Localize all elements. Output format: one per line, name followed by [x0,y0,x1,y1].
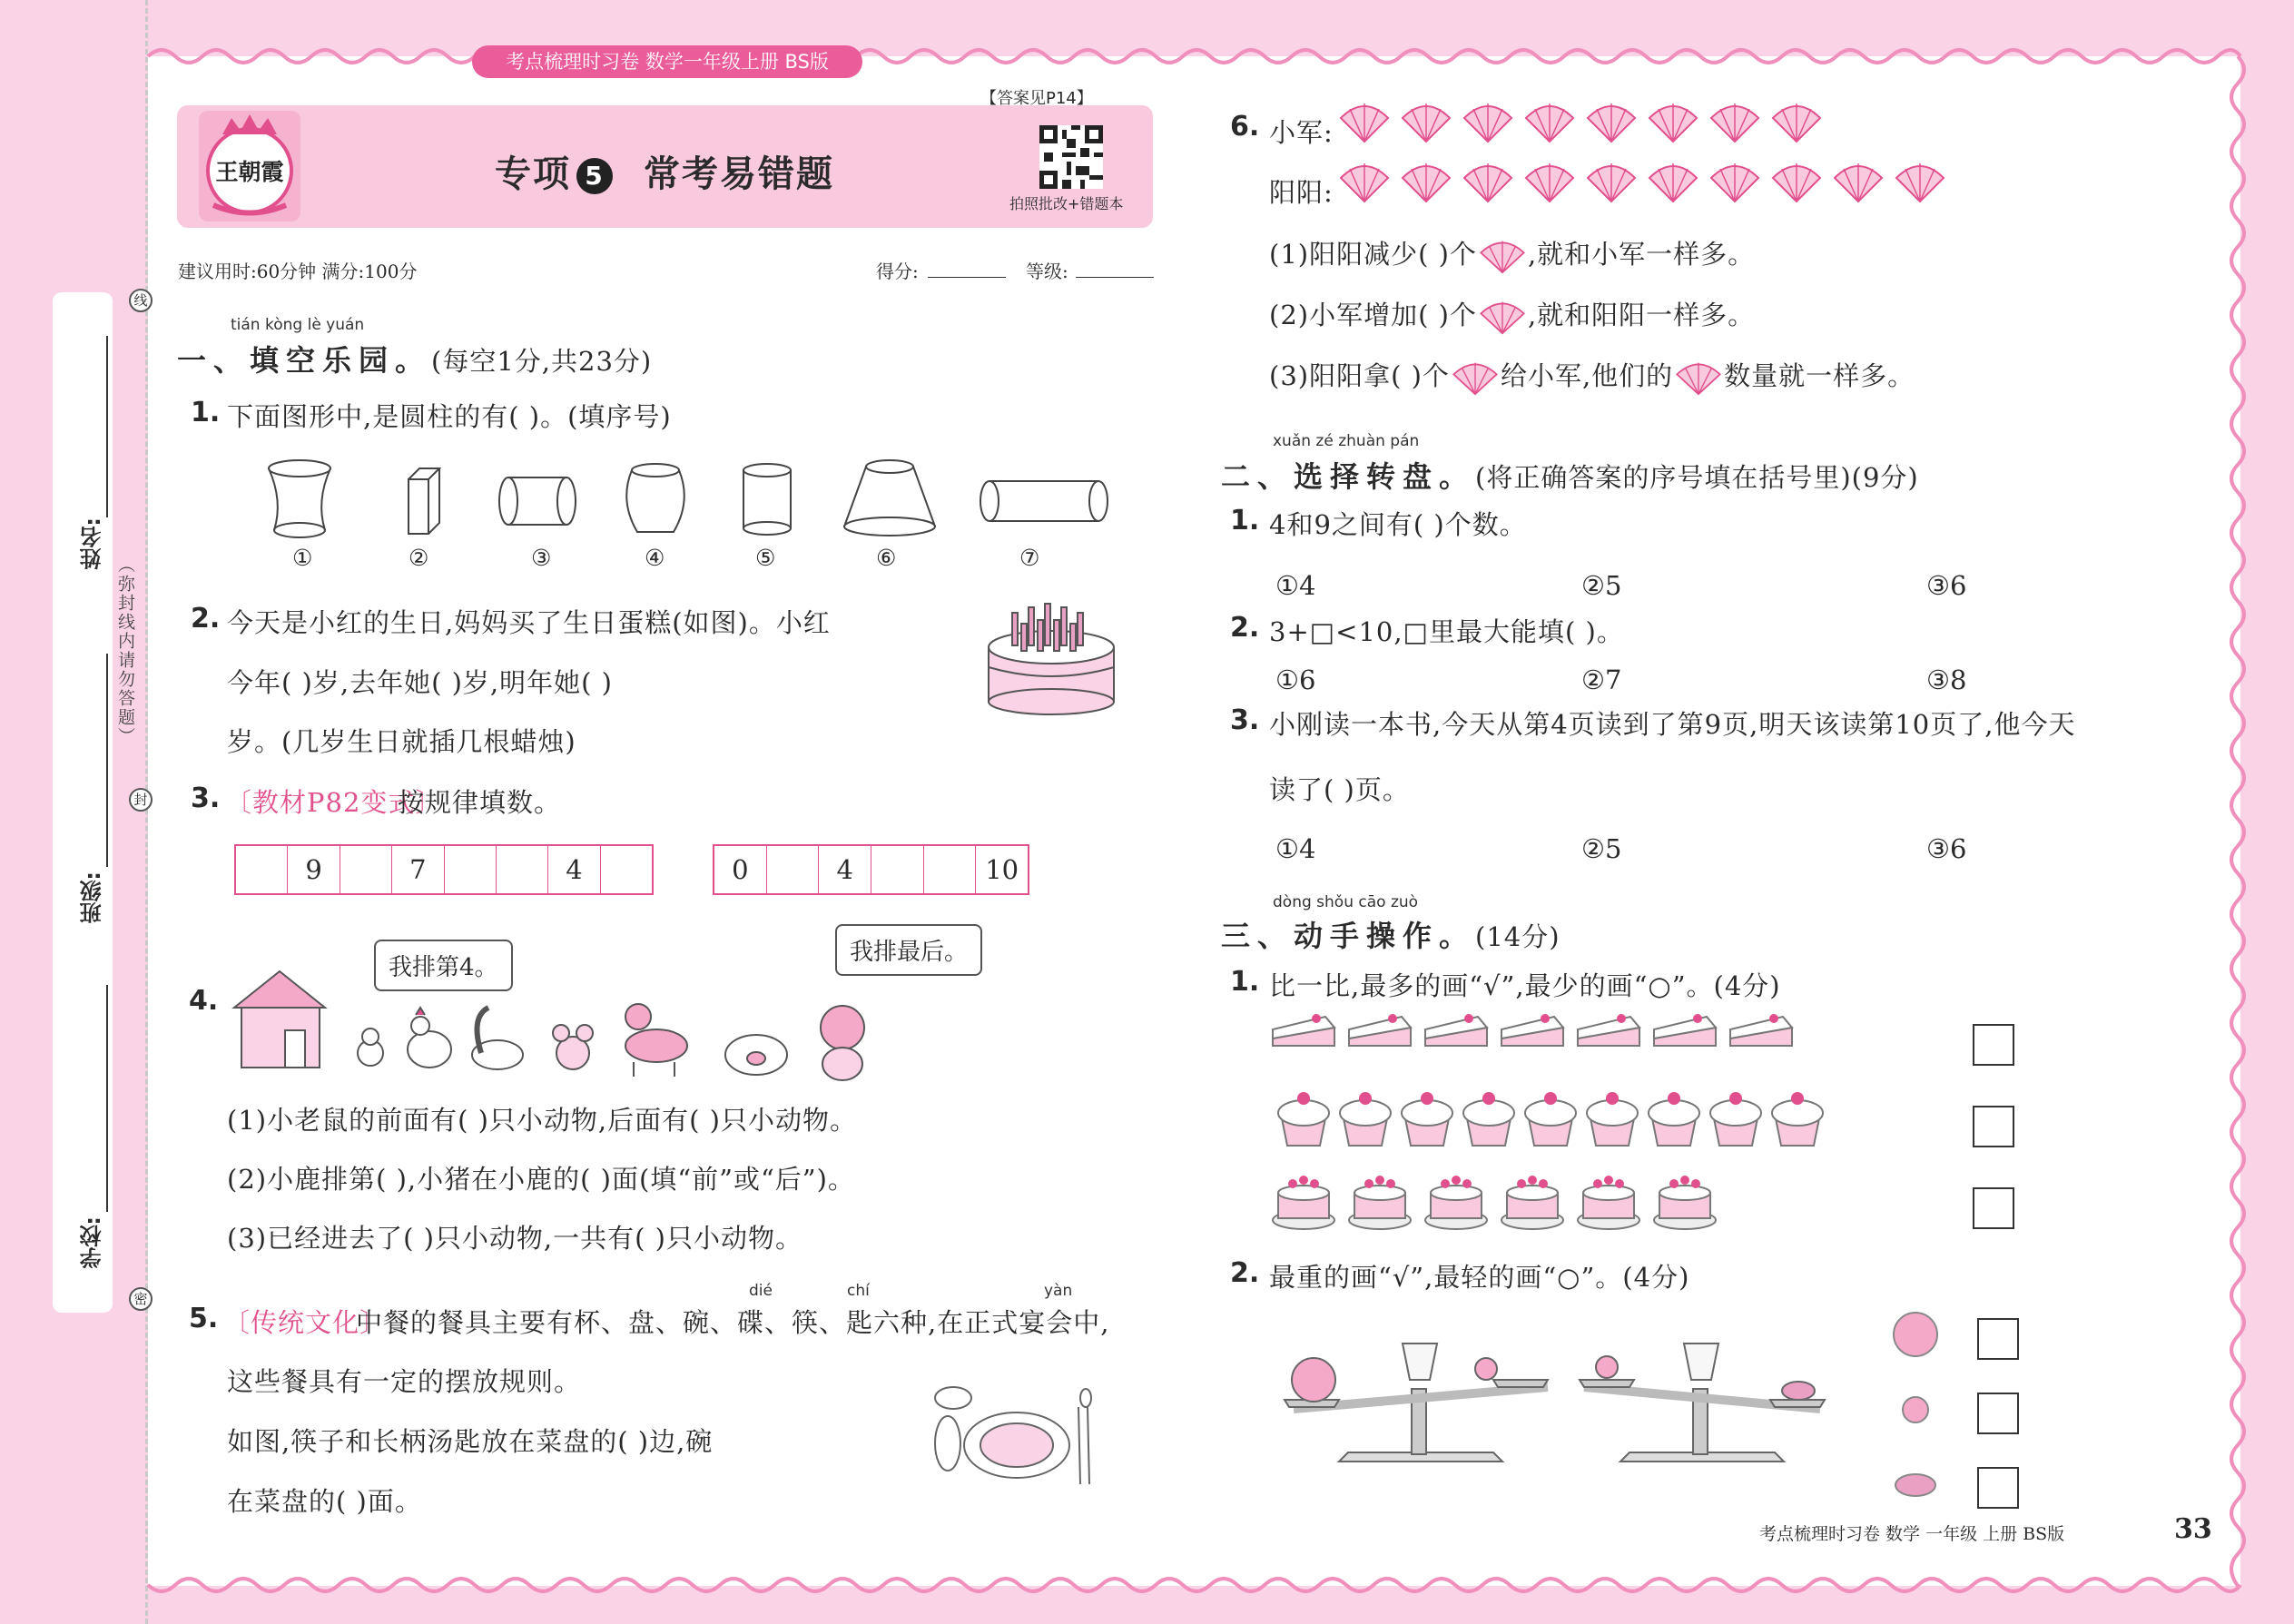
option[interactable]: ②7 [1581,664,1622,695]
dessert-icon [1278,1092,1329,1146]
question-text: 最重的画“√”,最轻的画“○”。(4分) [1269,1262,1690,1293]
question-text: 小刚读一本书,今天从第4页读到了第9页,明天该读第10页了,他今天 [1269,709,2076,740]
sequence-cell[interactable]: 0 [714,846,767,893]
tableware-image [926,1380,1108,1489]
sequence-cell[interactable] [497,846,548,893]
seal-mark: 线 [129,289,153,312]
shell-icon [1896,163,1944,202]
name-label: 姓名: [80,517,105,570]
shape-label: ② [409,545,429,571]
question-text: 这些餐具有一定的摆放规则。 [227,1366,582,1397]
sequence-cell[interactable] [871,846,924,893]
yangyang-label: 阳阳: [1269,177,1334,208]
question-text: 今天是小红的生日,妈妈买了生日蛋糕(如图)。小红 [227,607,831,638]
school-label: 学校: [80,1216,105,1269]
dessert-icon [1710,1092,1761,1146]
answer-box[interactable] [1977,1393,2019,1434]
question-text: 中餐的餐具主要有杯、盘、碗、碟、筷、匙六种,在正式宴会中, [356,1307,1110,1338]
sequence-cell[interactable] [924,846,977,893]
sequence-cell[interactable] [236,846,288,893]
sequence-cell[interactable] [601,846,652,893]
question-text: 读了( )页。 [1269,774,1410,805]
shell-icon [1526,103,1573,142]
shape-label: ③ [531,545,552,571]
dessert-icon [1273,1176,1334,1229]
q-number: 6. [1230,111,1260,143]
shell-icon [1711,163,1758,202]
q-number: 5. [189,1303,219,1334]
dessert-icon [1654,1014,1716,1046]
speech-bubble: 我排第4。 [374,940,513,991]
dessert-icon [1425,1014,1487,1046]
answer-box[interactable] [1973,1187,2014,1229]
dessert-icon [1349,1176,1411,1229]
dessert-icon [1525,1092,1576,1146]
culture-tag: 〔传统文化〕 [223,1307,388,1338]
question-text [1269,356,1915,396]
shell-icon [1835,163,1882,202]
section3-title: 三、动手操作。 [1221,919,1476,953]
section3-heading [1221,913,1561,955]
dessert-icon [1772,1092,1823,1146]
suggested-time: 建议用时:60分钟 满分:100分 [178,261,418,282]
q-number: 1. [1230,505,1260,536]
shell-icon [1450,359,1501,396]
q6-part: ,就和小军一样多。 [1527,239,1756,270]
dessert-icon [1578,1014,1639,1046]
sequence-cell[interactable] [445,846,497,893]
dessert-icon [1649,1092,1699,1146]
dessert-icon [1501,1176,1563,1229]
question-text: 如图,筷子和长柄汤匙放在菜盘的( )边,碗 [227,1426,714,1457]
dessert-icon [1730,1014,1792,1046]
dessert-icon [1402,1092,1452,1146]
page-title [495,145,834,197]
sequence-cell[interactable] [340,846,392,893]
question-text: (1)小老鼠的前面有( )只小动物,后面有( )只小动物。 [227,1105,857,1136]
pinyin: dié [749,1282,773,1300]
seal-mark: 封 [129,788,153,812]
option[interactable]: ③6 [1926,570,1967,601]
shell-icon [1477,299,1528,335]
shell-icon [1464,103,1511,142]
shell-icon [1526,163,1573,202]
shell-icon [1673,359,1724,396]
solid-shapes-figure [263,454,1117,545]
section2-title: 二、选择转盘。 [1221,459,1476,494]
fruit-icons [1893,1307,1938,1511]
speech-bubble: 我排最后。 [835,924,982,976]
title-main: 常考易错题 [644,153,834,195]
question-text: 今年( )岁,去年她( )岁,明年她( ) [227,667,613,698]
name-field[interactable] [106,336,108,517]
shell-rows [1339,100,1956,209]
title-prefix: 专项 [495,153,571,195]
option[interactable]: ③8 [1926,664,1967,695]
q-number: 2. [1230,1257,1260,1289]
score-field[interactable] [928,277,1006,278]
shape-label: ① [292,545,313,571]
q-number: 3. [1230,704,1260,736]
birthday-cake-image [976,595,1126,717]
section3-note: (14分) [1475,921,1561,952]
question-text [1269,295,1755,335]
question-text [1269,234,1755,274]
dessert-icon [1349,1014,1411,1046]
class-label: 班级: [80,871,105,924]
dessert-icon [1425,1176,1487,1229]
section3-pinyin: dòng shǒu cāo zuò [1273,893,1419,911]
question-text: 下面图形中,是圆柱的有( )。(填序号) [227,401,672,432]
question-text: 在菜盘的( )面。 [227,1486,422,1517]
q-number: 4. [189,985,219,1017]
binding-strip [53,292,113,1313]
sequence-cell[interactable]: 7 [392,846,444,893]
option[interactable]: ②5 [1581,833,1622,864]
option[interactable]: ③6 [1926,833,1967,864]
answer-box[interactable] [1973,1106,2014,1147]
section2-pinyin: xuǎn zé zhuàn pán [1273,432,1420,450]
shape-label: ④ [645,545,665,571]
option[interactable]: ②5 [1581,570,1622,601]
q6-part: (1)阳阳减少( )个 [1269,239,1477,270]
section1-note: (每空1分,共23分) [431,346,653,377]
question-text: 岁。(几岁生日就插几根蜡烛) [227,726,576,757]
animal-queue-image [225,962,933,1080]
sequence-cell[interactable] [767,846,820,893]
shell-icon [1477,238,1528,274]
shape-label: ⑦ [1019,545,1040,571]
title-number: 5 [576,158,613,194]
page-number: 33 [2174,1513,2212,1545]
q-number: 2. [191,603,221,635]
shell-icon [1403,163,1450,202]
shape-label: ⑥ [876,545,897,571]
score-label: 得分: [876,261,919,282]
pinyin: yàn [1044,1282,1073,1300]
section1-pinyin: tián kòng lè yuán [231,316,365,334]
option[interactable]: ①6 [1275,664,1316,695]
option[interactable]: ①4 [1275,833,1316,864]
dessert-icon [1463,1092,1514,1146]
dessert-icon [1273,1014,1334,1046]
q-number: 1. [1230,966,1260,998]
section1-heading [177,338,652,379]
wavy-border-right [2229,56,2256,1586]
answer-box[interactable] [1977,1318,2019,1360]
q-number: 1. [191,397,221,428]
q6-part: 给小军,他们的 [1500,360,1674,391]
shell-icon [1403,103,1450,142]
shell-icon [1773,163,1820,202]
dessert-icon [1578,1176,1639,1229]
section2-note: (将正确答案的序号填在括号里)(9分) [1475,462,1919,493]
shell-icon [1649,163,1697,202]
section1-title: 一、填空乐园。 [177,343,432,378]
dessert-rows [1271,1008,1852,1244]
sequence-cell[interactable]: 9 [288,846,340,893]
shell-icon [1649,103,1697,142]
question-text: 按规律填数。 [398,787,562,818]
q6-part: ,就和阳阳一样多。 [1527,300,1756,330]
seal-notice: （弥封线内请勿答题） [115,556,135,746]
wavy-border-top [148,36,2240,64]
logo-text: 王朝霞 [215,159,284,185]
q-number: 3. [191,782,221,814]
sequence-cell[interactable]: 4 [819,846,871,893]
answer-box[interactable] [1977,1467,2019,1509]
sequence-box-1 [234,844,654,895]
shape-label: ⑤ [755,545,776,571]
q6-part: 数量就一样多。 [1724,360,1915,391]
seal-mark: 密 [129,1287,153,1311]
section2-heading [1221,454,1919,496]
shell-icon [1341,103,1388,142]
question-text: (3)已经进去了( )只小动物,一共有( )只小动物。 [227,1223,802,1254]
answer-box[interactable] [1973,1024,2014,1066]
textbook-tag: 〔教材P82变式〕 [225,787,443,818]
q6-part: (2)小军增加( )个 [1269,300,1477,330]
school-field[interactable] [106,985,108,1212]
dessert-icon [1501,1014,1563,1046]
dessert-icon [1587,1092,1638,1146]
footer-info: 考点梳理时习卷 数学 一年级 上册 BS版 [1759,1524,2065,1544]
grade-label: 等级: [1026,261,1068,282]
dessert-icon [1654,1176,1716,1229]
sequence-cell[interactable]: 10 [985,854,1019,885]
series-pill: 考点梳理时习卷 数学一年级上册 BS版 [472,45,862,78]
class-field[interactable] [106,654,108,867]
balance-scales-image [1285,1343,1793,1480]
shell-icon [1464,163,1511,202]
dessert-icon [1340,1092,1391,1146]
shell-icon [1773,103,1820,142]
question-text: 3+□<10,□里最大能填( )。 [1269,616,1624,647]
grade-field[interactable] [1076,277,1154,278]
shell-icon [1711,103,1758,142]
option[interactable]: ①4 [1275,570,1316,601]
q-number: 2. [1230,612,1260,644]
sequence-cell[interactable]: 4 [548,846,600,893]
pinyin: chí [847,1282,870,1300]
q6-part: (3)阳阳拿( )个 [1269,360,1450,391]
qr-label: 拍照批改+错题本 [1009,195,1124,212]
publisher-logo [195,107,304,225]
shell-icon [1588,103,1635,142]
answer-reference: 【答案见P14】 [980,89,1093,108]
shell-icon [1588,163,1635,202]
sequence-box-2 [713,844,1029,895]
question-text: 比一比,最多的画“√”,最少的画“○”。(4分) [1269,970,1781,1001]
wavy-border-bottom [148,1578,2240,1605]
xiaojun-label: 小军: [1269,117,1334,148]
shell-icon [1341,163,1388,202]
question-text: (2)小鹿排第( ),小猪在小鹿的( )面(填“前”或“后”)。 [227,1164,855,1195]
qr-code-icon[interactable] [1039,125,1103,189]
question-text: 4和9之间有( )个数。 [1269,509,1527,540]
